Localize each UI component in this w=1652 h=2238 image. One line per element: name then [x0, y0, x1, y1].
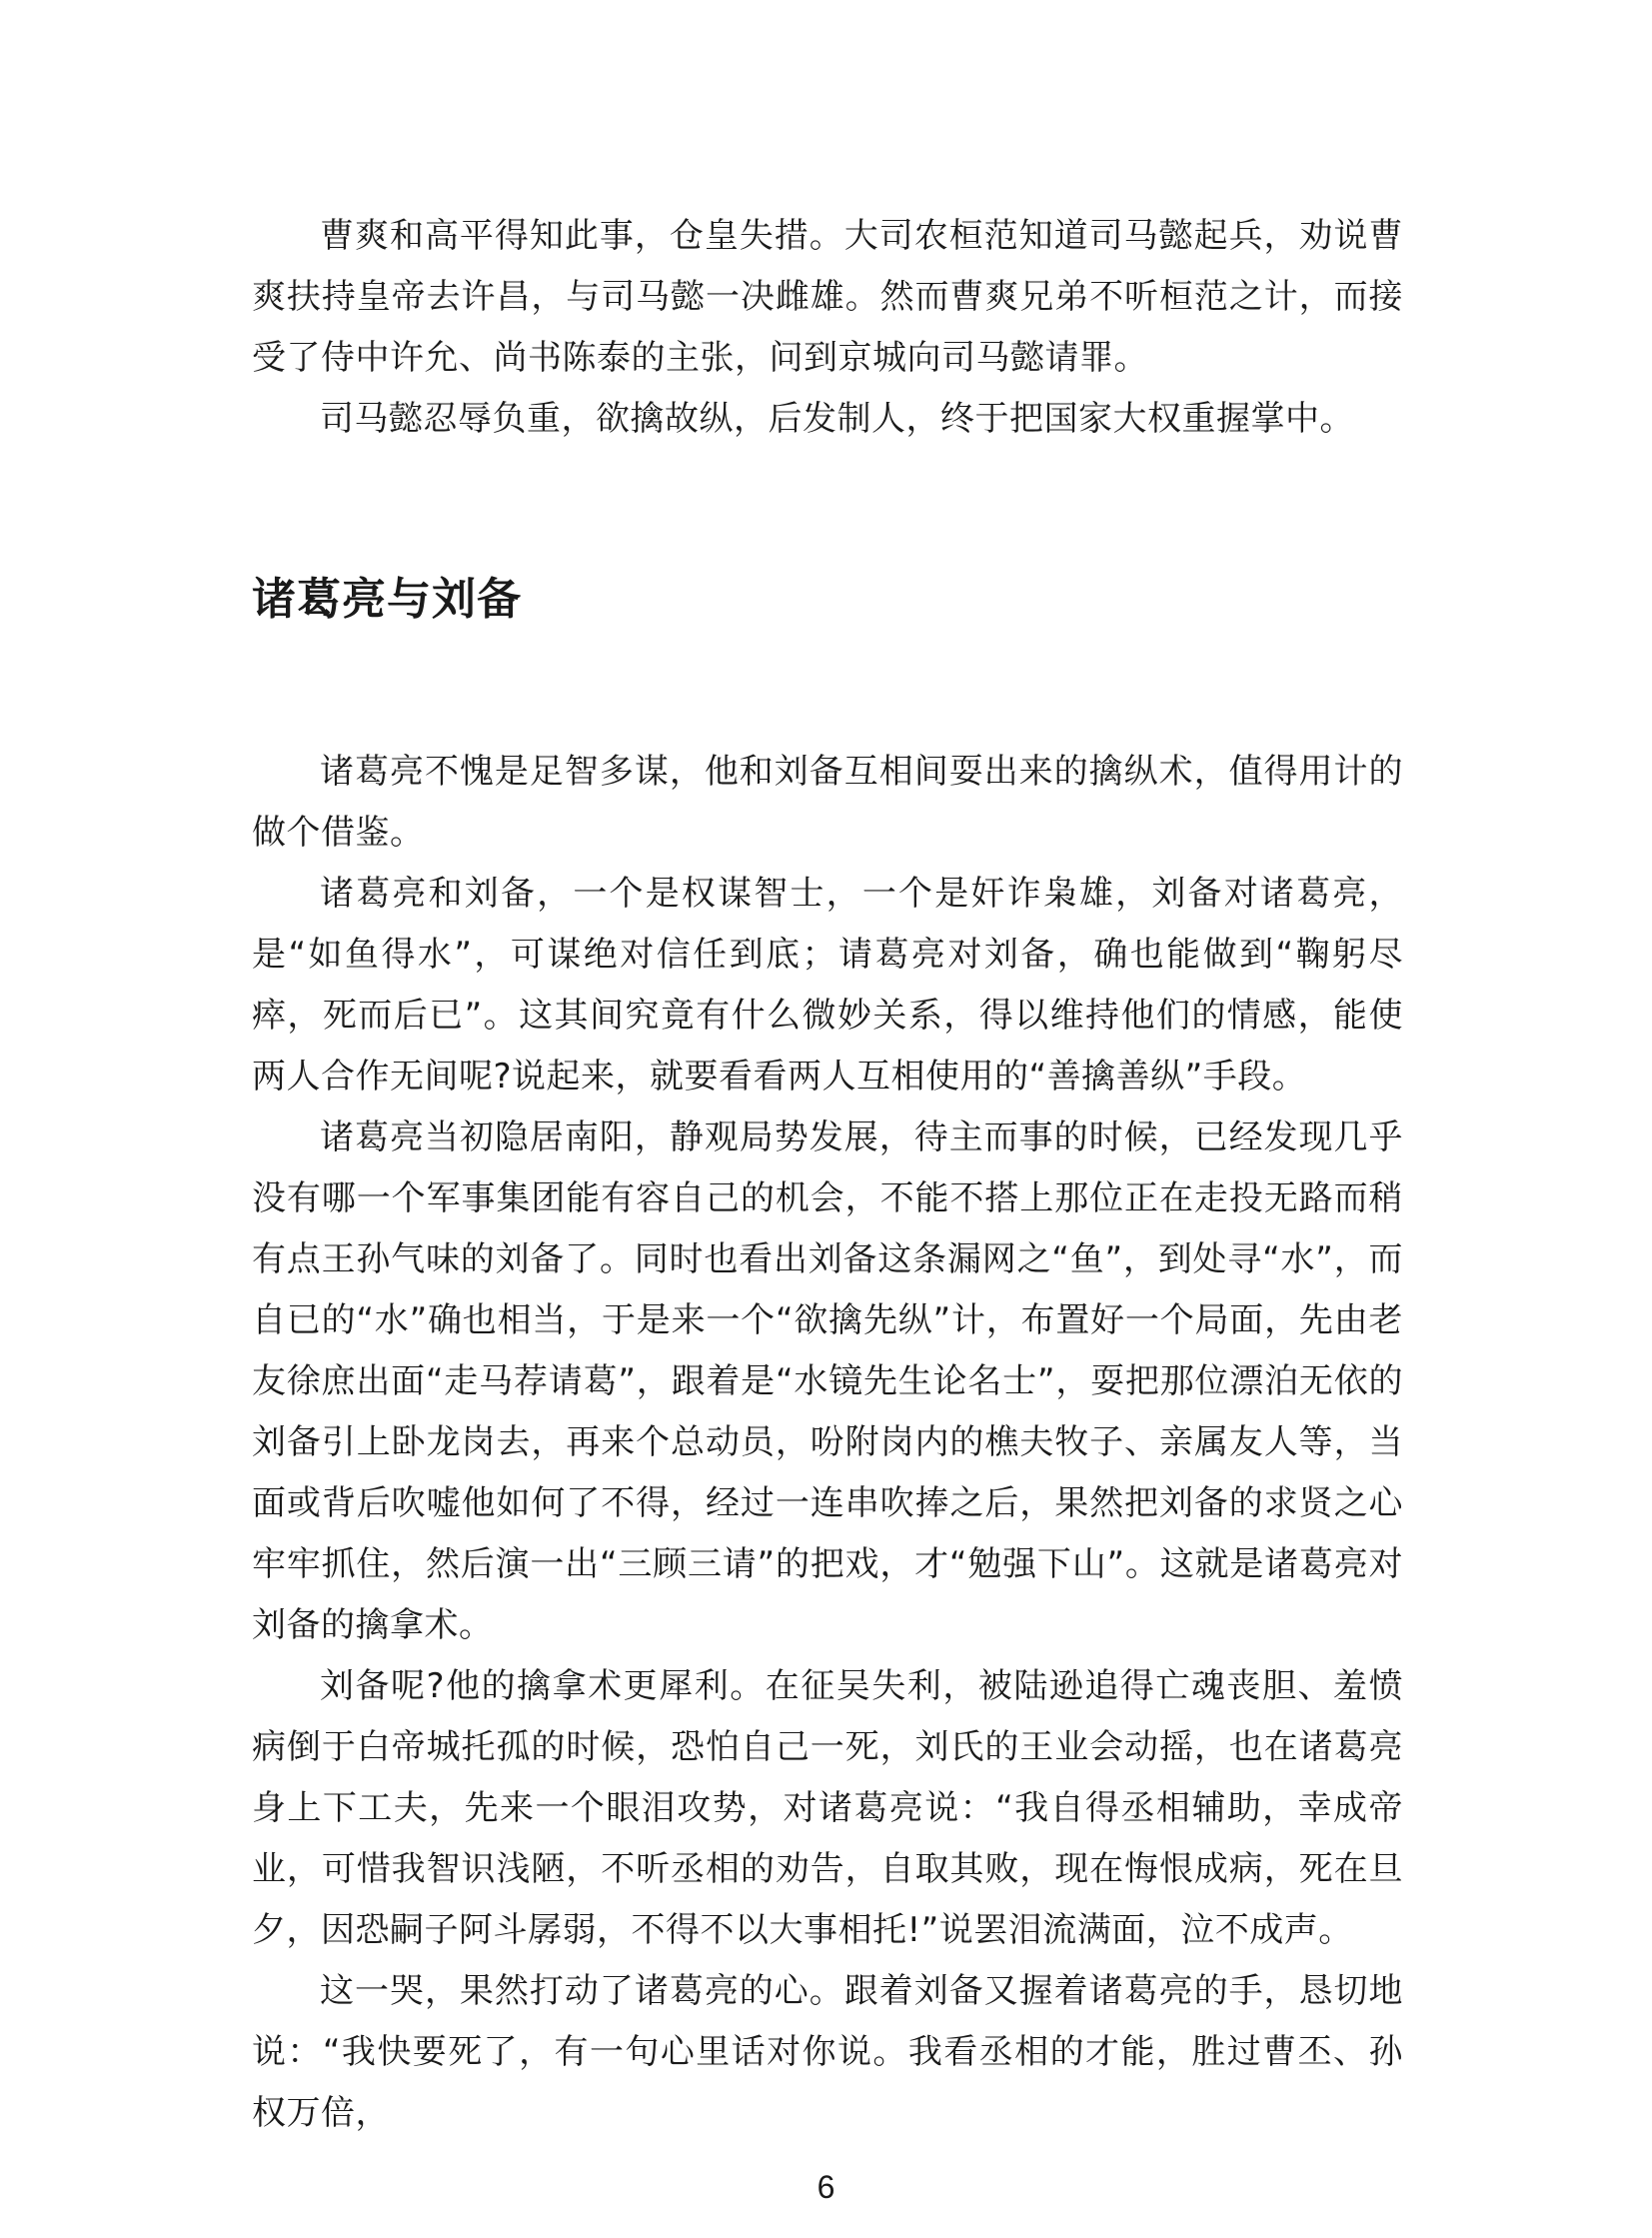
paragraph: 诸葛亮当初隐居南阳，静观局势发展，待主而事的时候，已经发现几乎没有哪一个军事集团能有容自己的机会，不能不搭上那位正在走投无路而稍有点王孙气味的刘备了。同时也看出刘备这条漏网之“鱼”，到处寻“水”，而自已的“水”确也相当，于是来一个“欲擒先纵”计，布置好一个局面，先由老友徐庶出面“走马荐请葛”，跟着是“水镜先生论名士”，耍把那位漂泊无依的刘备引上卧龙岗去，再来个总动员，吩附岗内的樵夫牧子、亲属友人等，当面或背后吹嘘他如何了不得，经过一连串吹捧之后，果然把刘备的求贤之心牢牢抓住，然后演一出“三顾三请”的把戏，才“勉强下山”。这就是诸葛亮对刘备的擒拿术。 — [252, 1118, 1403, 1645]
section-title: 诸葛亮与刘备 — [252, 574, 522, 625]
paragraph: 诸葛亮不愧是足智多谋，他和刘备互相间耍出来的擒纵术，值得用计的做个借鉴。 — [252, 752, 1403, 853]
paragraph: 这一哭，果然打动了诸葛亮的心。跟着刘备又握着诸葛亮的手，恳切地说：“我快要死了，有一句心里话对你说。我看丞相的才能，胜过曹丕、孙权万倍， — [252, 1971, 1403, 2133]
paragraph: 刘备呢?他的擒拿术更犀利。在征吴失利，被陆逊追得亡魂丧胆、羞愤病倒于白帝城托孤的时候，恐怕自己一死，刘氏的王业会动摇，也在诸葛亮身上下工夫，先来一个眼泪攻势，对诸葛亮说：“我自得丞相辅助，幸成帝业，可惜我智识浅陋，不听丞相的劝告，自取其败，现在悔恨成病，死在旦夕，因恐嗣子阿斗孱弱，不得不以大事相托!”说罢泪流满面，泣不成声。 — [252, 1666, 1403, 1950]
paragraph: 曹爽和高平得知此事，仓皇失措。大司农桓范知道司马懿起兵，劝说曹爽扶持皇帝去许昌，与司马懿一决雌雄。然而曹爽兄弟不听桓范之计，而接受了侍中许允、尚书陈泰的主张，问到京城向司马懿请罪。 — [252, 216, 1403, 378]
section-text-block — [252, 742, 1403, 2144]
page-number: 6 — [817, 2169, 835, 2205]
paragraph: 诸葛亮和刘备，一个是权谋智士，一个是奸诈枭雄，刘备对诸葛亮，是“如鱼得水”，可谋绝对信任到底；请葛亮对刘备，确也能做到“鞠躬尽瘁，死而后已”。这其间究竟有什么微妙关系，得以维持他们的情感，能使两人合作无间呢?说起来，就要看看两人互相使用的“善擒善纵”手段。 — [252, 874, 1403, 1097]
paragraph: 司马懿忍辱负重，欲擒故纵，后发制人，终于把国家大权重握掌中。 — [320, 399, 1354, 439]
top-text-block — [252, 206, 1403, 450]
